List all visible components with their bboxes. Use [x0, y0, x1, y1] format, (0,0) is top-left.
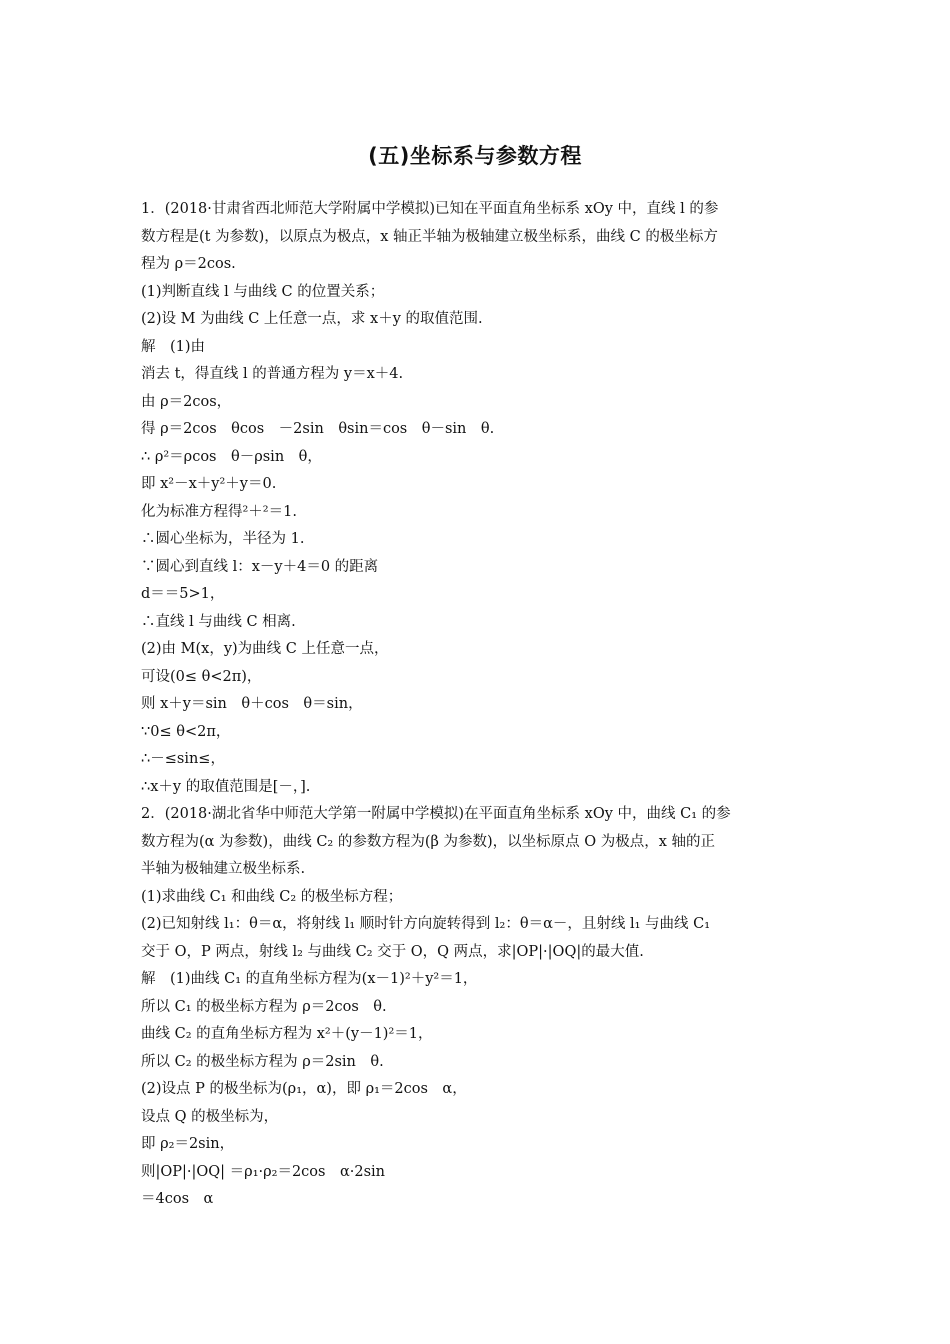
text-line: 得 ρ＝2cos θcos －2sin θsin＝cos θ－sin θ.: [141, 421, 495, 437]
text-line: (1)判断直线 l 与曲线 C 的位置关系；: [141, 283, 385, 300]
text-line: 数方程为(α 为参数)，曲线 C₂ 的参数方程为(β 为参数)，以坐标原点 O 为极点，x 轴的正: [141, 833, 716, 850]
text-line: (2)已知射线 l₁：θ＝α，将射线 l₁ 顺时针方向旋转得到 l₂：θ＝α－，且射线 l₁ 与曲线 C₁: [141, 916, 711, 932]
text-line: ∴圆心坐标为，半径为 1.: [141, 531, 305, 547]
text-line: ∴x＋y 的取值范围是[－，].: [141, 778, 311, 795]
document-body: [141, 196, 817, 1214]
text-line: 2．(2018·湖北省华中师范大学第一附属中学模拟)在平面直角坐标系 xOy 中，曲线 C₁ 的参: [141, 806, 731, 822]
text-line: 交于 O，P 两点，射线 l₂ 与曲线 C₂ 交于 O，Q 两点，求|OP|·|OQ|的最大值.: [141, 943, 644, 960]
text-line: 即 ρ₂＝2sin，: [141, 1136, 235, 1152]
text-line: ∴－≤sin≤，: [141, 751, 225, 767]
text-line: (2)设点 P 的极坐标为(ρ₁，α)，即 ρ₁＝2cos α，: [141, 1081, 467, 1097]
text-line: 程为 ρ＝2cos.: [141, 256, 236, 272]
text-line: ∴直线 l 与曲线 C 相离.: [141, 613, 296, 630]
text-line: (2)由 M(x，y)为曲线 C 上任意一点，: [141, 641, 389, 657]
text-line: 则 x＋y＝sin θ＋cos θ＝sin，: [141, 696, 363, 712]
page-title: (五)坐标系与参数方程: [368, 144, 582, 168]
text-line: 解 (1)由: [141, 338, 206, 355]
text-line: 数方程是(t 为参数)，以原点为极点，x 轴正半轴为极轴建立极坐标系，曲线 C 的极坐标方: [141, 228, 718, 245]
text-line: ∵圆心到直线 l：x－y＋4＝0 的距离: [141, 558, 379, 575]
text-line: (1)求曲线 C₁ 和曲线 C₂ 的极坐标方程；: [141, 888, 403, 905]
text-line: ＝4cos α: [141, 1191, 214, 1207]
text-line: 设点 Q 的极坐标为，: [141, 1108, 279, 1125]
text-line: 即 x²－x＋y²＋y＝0.: [141, 476, 277, 492]
text-line: 半轴为极轴建立极坐标系.: [141, 861, 306, 877]
text-line: ∴ ρ²＝ρcos θ－ρsin θ，: [141, 448, 322, 465]
text-line: 则|OP|·|OQ| ＝ρ₁·ρ₂＝2cos α·2sin: [141, 1163, 386, 1180]
text-line: d＝＝5>1，: [141, 586, 225, 602]
text-line: 所以 C₁ 的极坐标方程为 ρ＝2cos θ.: [141, 998, 387, 1015]
text-line: 解 (1)曲线 C₁ 的直角坐标方程为(x－1)²＋y²＝1，: [141, 971, 478, 987]
text-line: ∵0≤ θ<2π，: [141, 723, 231, 740]
text-line: 消去 t，得直线 l 的普通方程为 y＝x＋4.: [141, 366, 404, 382]
text-line: 所以 C₂ 的极坐标方程为 ρ＝2sin θ.: [141, 1053, 384, 1070]
text-line: 化为标准方程得²＋²＝1.: [141, 503, 297, 520]
text-line: 可设(0≤ θ<2π)，: [141, 668, 262, 685]
text-line: (2)设 M 为曲线 C 上任意一点，求 x＋y 的取值范围.: [141, 311, 483, 327]
text-line: 曲线 C₂ 的直角坐标方程为 x²＋(y－1)²＝1，: [141, 1026, 433, 1042]
text-line: 由 ρ＝2cos，: [141, 393, 232, 410]
text-line: 1．(2018·甘肃省西北师范大学附属中学模拟)已知在平面直角坐标系 xOy 中，直线 l 的参: [141, 201, 719, 217]
